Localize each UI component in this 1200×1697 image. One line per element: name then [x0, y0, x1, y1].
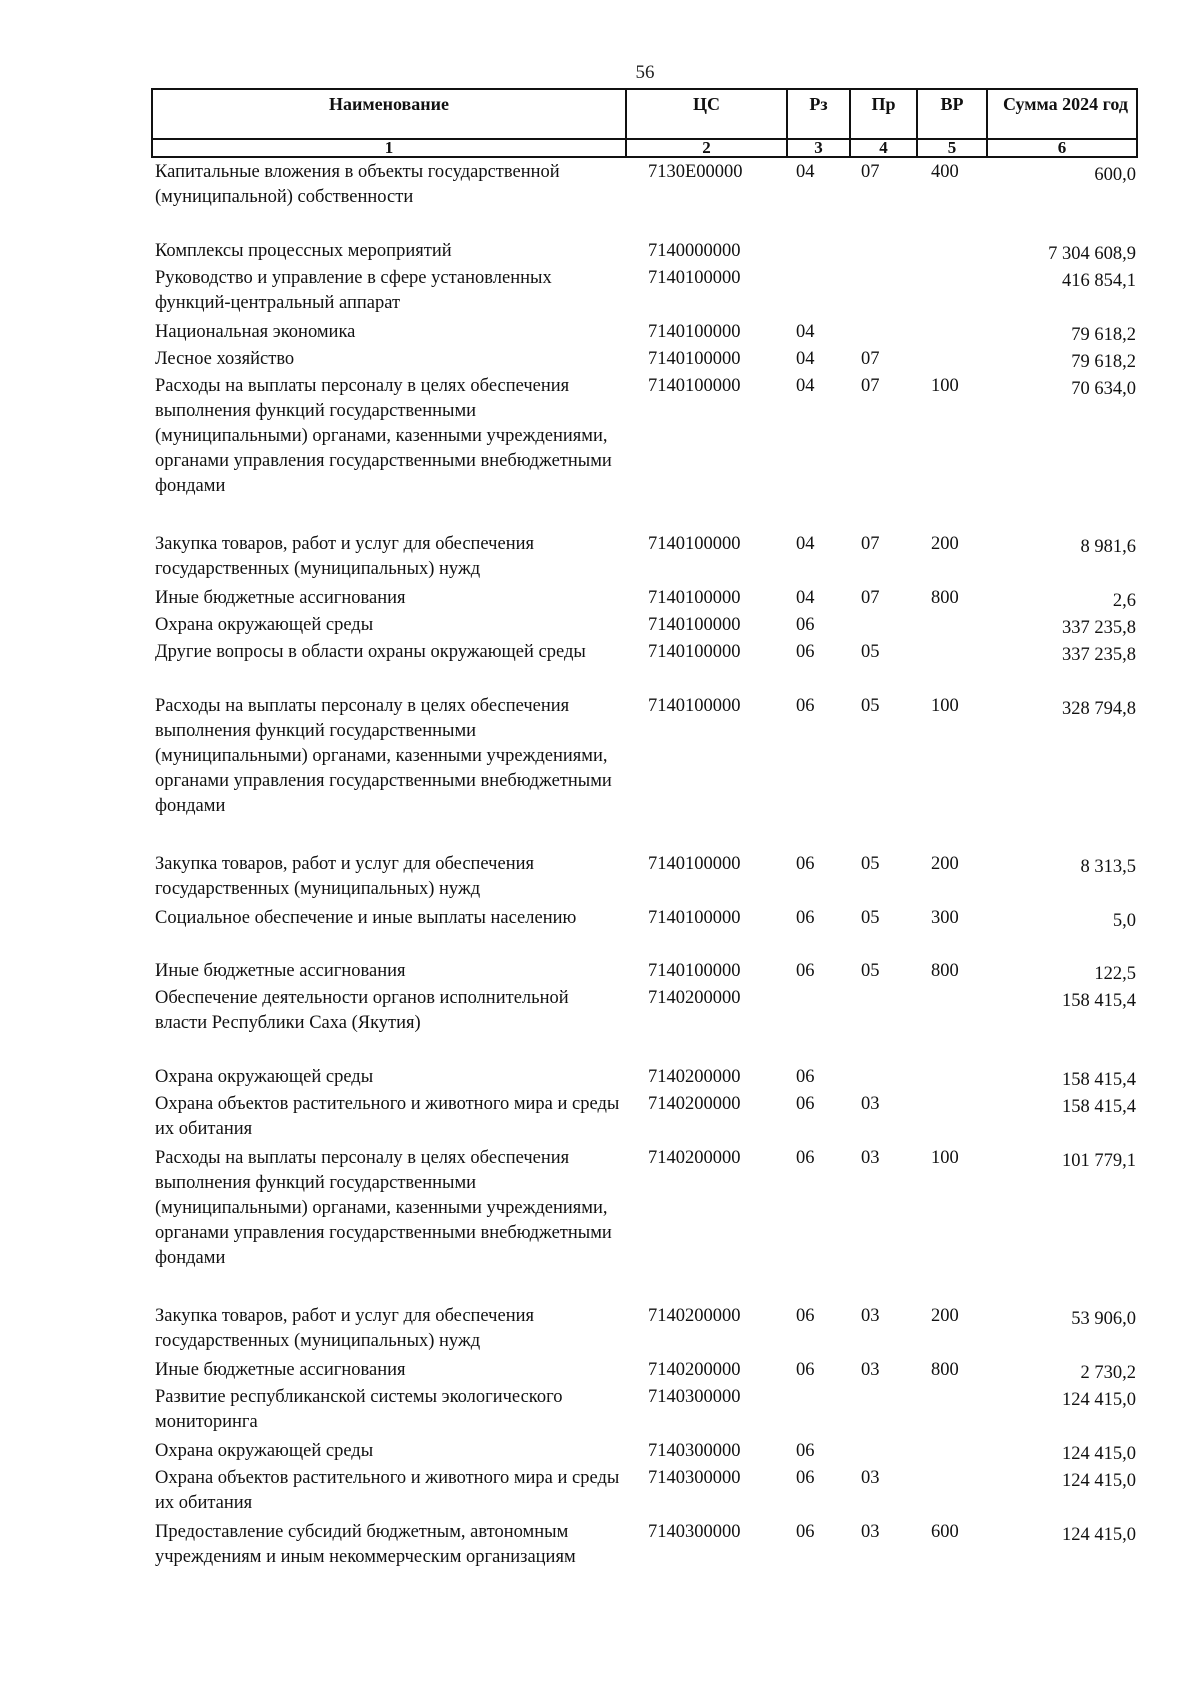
- row-rz: 06: [796, 961, 815, 981]
- row-cs: 7140300000: [648, 1468, 741, 1488]
- row-name: Закупка товаров, работ и услуг для обеспечения государственных (муниципальных) нужд: [155, 1306, 535, 1351]
- table-row: [151, 160, 1136, 239]
- row-name: Охрана объектов растительного и животного мира и среды их обитания: [155, 1468, 620, 1513]
- row-name: Иные бюджетные ассигнования: [155, 1360, 406, 1380]
- row-sum: 124 415,0: [1062, 1525, 1136, 1545]
- row-name: Социальное обеспечение и иные выплаты населению: [155, 908, 577, 928]
- row-cs: 7140100000: [648, 696, 741, 716]
- row-sum: 79 618,2: [1071, 325, 1136, 345]
- row-sum: 337 235,8: [1062, 645, 1136, 665]
- row-rz: 06: [796, 696, 815, 716]
- row-cs: 7140200000: [648, 1360, 741, 1380]
- row-pr: 05: [861, 961, 880, 981]
- row-vr: 100: [931, 696, 959, 716]
- row-rz: 06: [796, 1468, 815, 1488]
- row-name: Закупка товаров, работ и услуг для обеспечения государственных (муниципальных) нужд: [155, 854, 535, 899]
- table-row: [151, 532, 1136, 586]
- table-row: [151, 1520, 1136, 1574]
- row-cs: 7140100000: [648, 642, 741, 662]
- header-sum: Сумма 2024 год: [987, 89, 1137, 139]
- row-name: Руководство и управление в сфере установленных функций-центральный аппарат: [155, 268, 552, 313]
- row-vr: 800: [931, 961, 959, 981]
- row-vr: 800: [931, 588, 959, 608]
- table-row: [151, 1358, 1136, 1385]
- row-cs: 7140200000: [648, 1094, 741, 1114]
- row-pr: 07: [861, 376, 880, 396]
- row-cs: 7140300000: [648, 1387, 741, 1407]
- row-cs: 7140200000: [648, 988, 741, 1008]
- row-name: Лесное хозяйство: [155, 349, 295, 369]
- row-name: Расходы на выплаты персоналу в целях обеспечения выполнения функций государственными (муниципальными) органами, казенными учреждениями, органами управления государственными внебюджетными фондами: [155, 376, 612, 496]
- row-name: Национальная экономика: [155, 322, 356, 342]
- row-vr: 800: [931, 1360, 959, 1380]
- table-row: [151, 852, 1136, 906]
- row-rz: 06: [796, 1360, 815, 1380]
- row-name: Обеспечение деятельности органов исполнительной власти Республики Саха (Якутия): [155, 988, 569, 1033]
- header-cs: ЦС: [626, 89, 787, 139]
- row-cs: 7140300000: [648, 1522, 741, 1542]
- row-rz: 06: [796, 1094, 815, 1114]
- row-name: Иные бюджетные ассигнования: [155, 961, 406, 981]
- row-name: Развитие республиканской системы экологического мониторинга: [155, 1387, 563, 1432]
- row-rz: 06: [796, 854, 815, 874]
- row-rz: 06: [796, 1441, 815, 1461]
- header-row: [152, 89, 1137, 139]
- row-rz: 06: [796, 1148, 815, 1168]
- row-rz: 04: [796, 588, 815, 608]
- row-pr: 03: [861, 1360, 880, 1380]
- table-row: [151, 640, 1136, 694]
- row-pr: 05: [861, 696, 880, 716]
- row-name: Охрана окружающей среды: [155, 1441, 374, 1461]
- row-sum: 600,0: [1094, 165, 1136, 185]
- row-pr: 07: [861, 349, 880, 369]
- row-pr: 07: [861, 534, 880, 554]
- row-sum: 158 415,4: [1062, 1070, 1136, 1090]
- header-vr: ВР: [917, 89, 987, 139]
- table-row: [151, 320, 1136, 347]
- row-pr: 03: [861, 1306, 880, 1326]
- row-vr: 100: [931, 376, 959, 396]
- header-number-5: 5: [917, 139, 987, 157]
- row-name: Предоставление субсидий бюджетным, автономным учреждениям и иным некоммерческим организациям: [155, 1522, 576, 1567]
- row-sum: 2,6: [1112, 591, 1136, 611]
- row-vr: 400: [931, 162, 959, 182]
- row-cs: 7140100000: [648, 349, 741, 369]
- row-sum: 53 906,0: [1071, 1309, 1136, 1329]
- row-name: Охрана окружающей среды: [155, 1067, 374, 1087]
- row-sum: 8 313,5: [1080, 857, 1136, 877]
- row-cs: 7140100000: [648, 854, 741, 874]
- row-rz: 06: [796, 1522, 815, 1542]
- row-sum: 5,0: [1112, 911, 1136, 931]
- row-cs: 7140100000: [648, 908, 741, 928]
- row-pr: 03: [861, 1468, 880, 1488]
- header-rz: Рз: [787, 89, 850, 139]
- row-vr: 100: [931, 1148, 959, 1168]
- table-row: [151, 1146, 1136, 1304]
- row-cs: 7140100000: [648, 588, 741, 608]
- row-cs: 7140200000: [648, 1148, 741, 1168]
- header-numbers-row: [152, 139, 1137, 157]
- header-name: Наименование: [152, 89, 626, 139]
- table-row: [151, 1065, 1136, 1092]
- header-number-3: 3: [787, 139, 850, 157]
- row-cs: 7140100000: [648, 322, 741, 342]
- table-row: [151, 239, 1136, 266]
- table-row: [151, 986, 1136, 1065]
- row-sum: 124 415,0: [1062, 1444, 1136, 1464]
- row-pr: 07: [861, 588, 880, 608]
- header-number-4: 4: [850, 139, 917, 157]
- row-name: Иные бюджетные ассигнования: [155, 588, 406, 608]
- row-cs: 7140000000: [648, 241, 741, 261]
- row-sum: 158 415,4: [1062, 991, 1136, 1011]
- row-vr: 200: [931, 534, 959, 554]
- row-name: Закупка товаров, работ и услуг для обеспечения государственных (муниципальных) нужд: [155, 534, 535, 579]
- row-name: Расходы на выплаты персоналу в целях обеспечения выполнения функций государственными (муниципальными) органами, казенными учреждениями, органами управления государственными внебюджетными фондами: [155, 1148, 612, 1268]
- row-pr: 03: [861, 1522, 880, 1542]
- row-name: Охрана объектов растительного и животного мира и среды их обитания: [155, 1094, 620, 1139]
- table-row: [151, 906, 1136, 959]
- row-sum: 416 854,1: [1062, 271, 1136, 291]
- row-pr: 03: [861, 1094, 880, 1114]
- row-rz: 06: [796, 1306, 815, 1326]
- row-name: Комплексы процессных мероприятий: [155, 241, 452, 261]
- row-sum: 122,5: [1094, 964, 1136, 984]
- row-vr: 200: [931, 854, 959, 874]
- row-rz: 04: [796, 322, 815, 342]
- row-sum: 70 634,0: [1071, 379, 1136, 399]
- header-pr: Пр: [850, 89, 917, 139]
- row-rz: 04: [796, 162, 815, 182]
- row-name: Расходы на выплаты персоналу в целях обеспечения выполнения функций государственными (муниципальными) органами, казенными учреждениями, органами управления государственными внебюджетными фондами: [155, 696, 612, 816]
- row-cs: 7140300000: [648, 1441, 741, 1461]
- row-pr: 07: [861, 162, 880, 182]
- row-name: Другие вопросы в области охраны окружающей среды: [155, 642, 586, 662]
- table-row: [151, 1466, 1136, 1520]
- row-sum: 101 779,1: [1062, 1151, 1136, 1171]
- row-vr: 200: [931, 1306, 959, 1326]
- row-pr: 05: [861, 908, 880, 928]
- table-header: [151, 88, 1138, 158]
- row-rz: 04: [796, 534, 815, 554]
- row-cs: 7140100000: [648, 615, 741, 635]
- row-name: Охрана окружающей среды: [155, 615, 374, 635]
- row-pr: 05: [861, 854, 880, 874]
- table-row: [151, 586, 1136, 613]
- row-sum: 7 304 608,9: [1048, 244, 1136, 264]
- row-sum: 8 981,6: [1080, 537, 1136, 557]
- header-number-1: 1: [152, 139, 626, 157]
- row-cs: 7140100000: [648, 268, 741, 288]
- table-row: [151, 374, 1136, 532]
- row-pr: 05: [861, 642, 880, 662]
- row-cs: 7140200000: [648, 1067, 741, 1087]
- row-cs: 7140100000: [648, 376, 741, 396]
- row-name: Капитальные вложения в объекты государственной (муниципальной) собственности: [155, 162, 560, 207]
- row-vr: 300: [931, 908, 959, 928]
- row-sum: 124 415,0: [1062, 1390, 1136, 1410]
- row-sum: 2 730,2: [1080, 1363, 1136, 1383]
- row-sum: 124 415,0: [1062, 1471, 1136, 1491]
- row-sum: 158 415,4: [1062, 1097, 1136, 1117]
- row-sum: 79 618,2: [1071, 352, 1136, 372]
- table-row: [151, 694, 1136, 852]
- row-sum: 337 235,8: [1062, 618, 1136, 638]
- table-row: [151, 1385, 1136, 1439]
- row-rz: 06: [796, 1067, 815, 1087]
- table-body: [151, 160, 1136, 1574]
- row-sum: 328 794,8: [1062, 699, 1136, 719]
- row-cs: 7140200000: [648, 1306, 741, 1326]
- row-rz: 06: [796, 642, 815, 662]
- row-pr: 03: [861, 1148, 880, 1168]
- row-rz: 06: [796, 908, 815, 928]
- row-rz: 04: [796, 349, 815, 369]
- row-cs: 7140100000: [648, 961, 741, 981]
- table-row: [151, 347, 1136, 374]
- table-row: [151, 959, 1136, 986]
- table-row: [151, 1439, 1136, 1466]
- table-row: [151, 613, 1136, 640]
- header-number-2: 2: [626, 139, 787, 157]
- table-row: [151, 266, 1136, 320]
- table-row: [151, 1092, 1136, 1146]
- row-cs: 7140100000: [648, 534, 741, 554]
- header-number-6: 6: [987, 139, 1137, 157]
- table-row: [151, 1304, 1136, 1358]
- row-cs: 7130Е00000: [648, 162, 743, 182]
- row-vr: 600: [931, 1522, 959, 1542]
- row-rz: 04: [796, 376, 815, 396]
- page-number: 56: [635, 62, 655, 83]
- row-rz: 06: [796, 615, 815, 635]
